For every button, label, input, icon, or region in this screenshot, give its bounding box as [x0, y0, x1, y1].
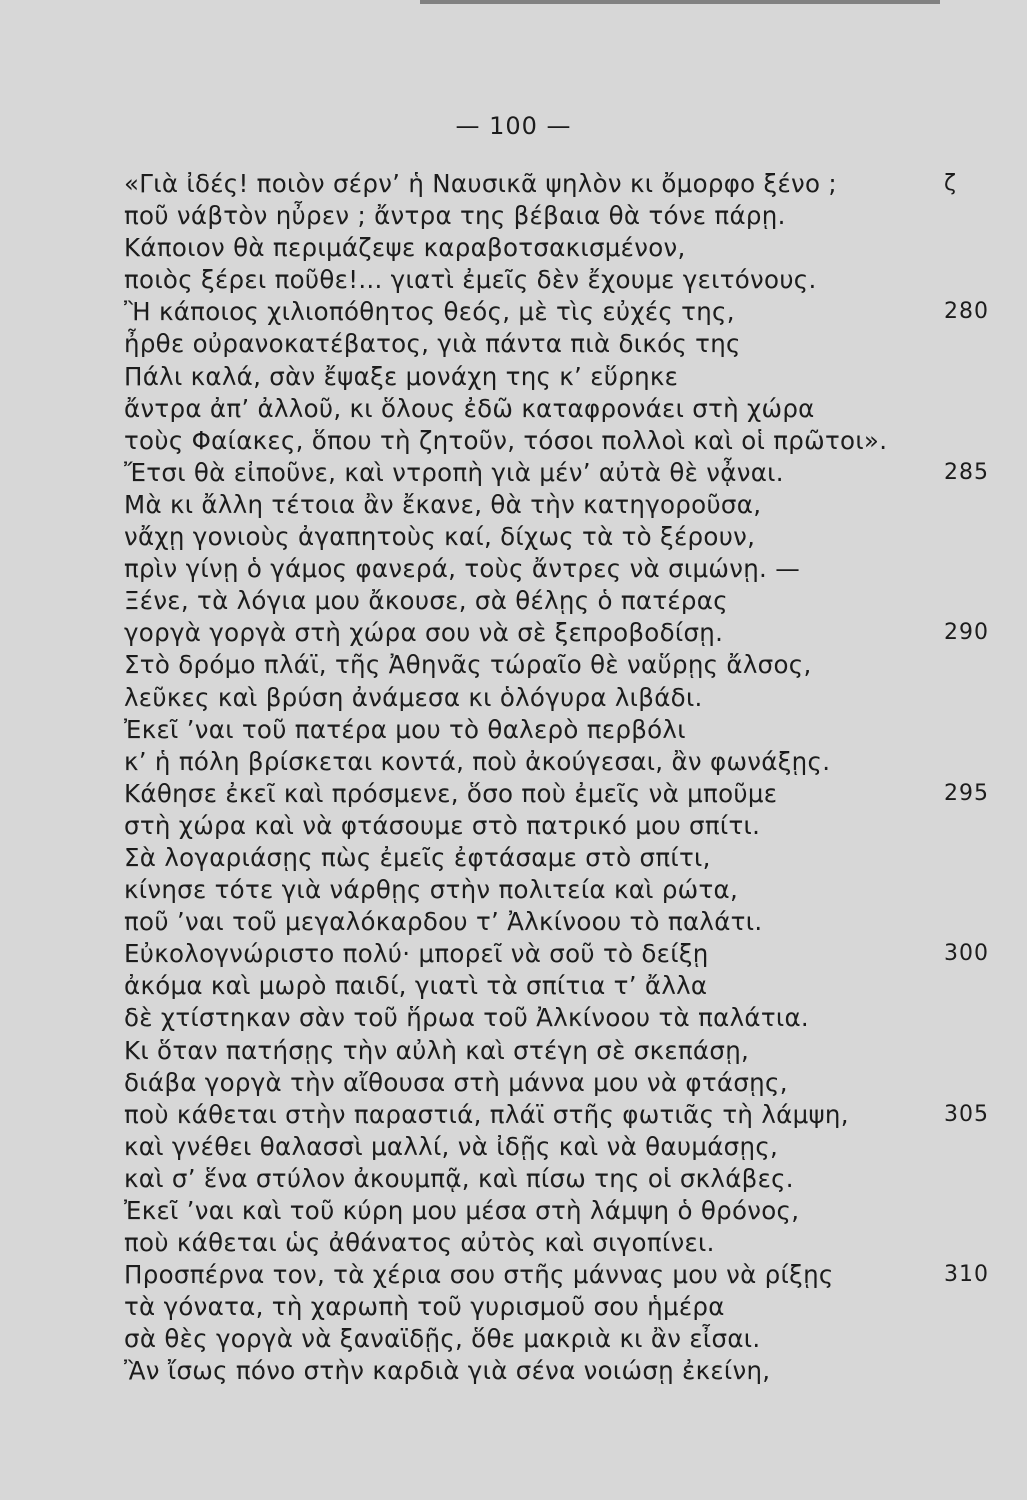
verse-line	[124, 746, 1004, 778]
verse-line	[124, 489, 1004, 521]
verse-text: Κάθησε ἐκεῖ καὶ πρόσμενε, ὅσο ποὺ ἐμεῖς νὰ μποῦμε	[124, 778, 778, 808]
verse-line	[124, 168, 1004, 200]
verse-text: Μὰ κι ἄλλη τέτοια ἂν ἔκανε, θὰ τὴν κατηγοροῦσα,	[124, 489, 762, 519]
verse-line	[124, 553, 1004, 585]
verse-line	[124, 970, 1004, 1002]
line-number: 295	[944, 780, 989, 806]
verse-line	[124, 232, 1004, 264]
verse-text: τὰ γόνατα, τὴ χαρωπὴ τοῦ γυρισμοῦ σου ἡμέρα	[124, 1292, 725, 1322]
verse-text: Στὸ δρόμο πλάϊ, τῆς Ἀθηνᾶς τώραῖο θὲ ναὕρῃς ἄλσος,	[124, 650, 812, 680]
verse-text: ποὺ κάθεται στὴν παραστιά, πλάϊ στῆς φωτιᾶς τὴ λάμψη,	[124, 1099, 849, 1129]
verse-text: πρὶν γίνῃ ὁ γάμος φανερά, τοὺς ἄντρες νὰ σιμώνῃ. —	[124, 554, 801, 584]
verse-line	[124, 874, 1004, 906]
verse-text: ποιὸς ξέρει ποῦθε!... γιατὶ ἐμεῖς δὲν ἔχουμε γειτόνους.	[124, 265, 817, 295]
verse-text: δὲ χτίστηκαν σὰν τοῦ ἥρωα τοῦ Ἀλκίνοου τὰ παλάτια.	[124, 1003, 810, 1033]
verse-text: Πάλι καλά, σὰν ἔψαξε μονάχη της κ’ εὕρηκε	[124, 361, 679, 391]
line-number: 290	[944, 620, 989, 646]
verse-line	[124, 264, 1004, 296]
verse-text: ἄντρα ἀπ’ ἀλλοῦ, κι ὅλους ἐδῶ καταφρονάει στὴ χώρα	[124, 393, 815, 423]
verse-line	[124, 1355, 1004, 1387]
verse-text: σὰ θὲς γοργὰ νὰ ξαναϊδῇς, ὅθε μακριὰ κι ἂν εἶσαι.	[124, 1324, 761, 1354]
verse-line	[124, 361, 1004, 393]
verse-line	[124, 1163, 1004, 1195]
verse-text: Ἐκεῖ ’ναι καὶ τοῦ κύρη μου μέσα στὴ λάμψη ὁ θρόνος,	[124, 1196, 800, 1225]
verse-line	[124, 1227, 1004, 1259]
verse-line	[124, 842, 1004, 874]
line-number: 310	[944, 1262, 989, 1288]
verse-text: γοργὰ γοργὰ στὴ χώρα σου νὰ σὲ ξεπροβοδίσῃ.	[124, 618, 724, 648]
verse-line	[124, 296, 1004, 328]
verse-line	[124, 810, 1004, 842]
verse-text: ποὺ κάθεται ὡς ἀθάνατος αὐτὸς καὶ σιγοπίνει.	[124, 1228, 715, 1258]
verse-line	[124, 714, 1004, 746]
verse-line	[124, 521, 1004, 553]
verse-text: Σὰ λογαριάσῃς πὼς ἐμεῖς ἐφτάσαμε στὸ σπίτι,	[124, 842, 711, 872]
line-number: 300	[944, 941, 989, 967]
verse-line	[124, 328, 1004, 360]
page-top-edge-shadow	[420, 0, 940, 4]
verse-text: λεῦκες καὶ βρύση ἀνάμεσα κι ὁλόγυρα λιβάδι.	[124, 682, 703, 712]
verse-text: Ἐκεῖ ’ναι τοῦ πατέρα μου τὸ θαλερὸ περβόλι	[124, 714, 686, 744]
verse-line	[124, 1131, 1004, 1163]
verse-text: τοὺς Φαίακες, ὅπου τὴ ζητοῦν, τόσοι πολλοὶ καὶ οἱ πρῶτοι».	[124, 425, 888, 455]
verse-text: Κάποιον θὰ περιμάζεψε καραβοτσακισμένον,	[124, 233, 686, 263]
verse-line	[124, 425, 1004, 457]
verse-block	[124, 168, 1004, 1388]
verse-text: καὶ σ’ ἕνα στύλον ἀκουμπᾷ, καὶ πίσω της οἱ σκλάβες.	[124, 1163, 794, 1193]
verse-text: κίνησε τότε γιὰ νάρθῃς στὴν πολιτεία καὶ ρώτα,	[124, 875, 739, 905]
verse-text: Ἔτσι θὰ εἰποῦνε, καὶ ντροπὴ γιὰ μέν’ αὐτὰ θὲ νᾆναι.	[124, 457, 784, 487]
verse-text: ποῦ ’ναι τοῦ μεγαλόκαρδου τ’ Ἀλκίνοου τὸ παλάτι.	[124, 907, 763, 937]
verse-text: κ’ ἡ πόλη βρίσκεται κοντά, ποὺ ἀκούγεσαι, ἂν φωνάξῃς.	[124, 746, 831, 776]
verse-text: διάβα γοργὰ τὴν αἴθουσα στὴ μάννα μου νὰ φτάσῃς,	[124, 1067, 788, 1097]
line-number: 285	[944, 459, 989, 485]
verse-line	[124, 1099, 1004, 1131]
verse-line	[124, 617, 1004, 649]
verse-text: Εὐκολογνώριστο πολύ· μπορεῖ νὰ σοῦ τὸ δείξῃ	[124, 939, 709, 969]
verse-text: καὶ γνέθει θαλασσὶ μαλλί, νὰ ἰδῇς καὶ νὰ θαυμάσῃς,	[124, 1131, 779, 1161]
verse-line	[124, 778, 1004, 810]
verse-text: Ξένε, τὰ λόγια μου ἄκουσε, σὰ θέλῃς ὁ πατέρας	[124, 586, 728, 616]
page-number: — 100 —	[455, 112, 572, 140]
verse-line	[124, 682, 1004, 714]
verse-line	[124, 585, 1004, 617]
verse-line	[124, 1323, 1004, 1355]
verse-line	[124, 1035, 1004, 1067]
line-number: 305	[944, 1101, 989, 1127]
verse-text: στὴ χώρα καὶ νὰ φτάσουμε στὸ πατρικό μου σπίτι.	[124, 810, 761, 840]
verse-line	[124, 649, 1004, 681]
verse-text: ποῦ νάβτὸν ηὖρεν ; ἄντρα της βέβαια θὰ τόνε πάρῃ.	[124, 201, 786, 231]
verse-text: ἀκόμα καὶ μωρὸ παιδί, γιατὶ τὰ σπίτια τ’ ἄλλα	[124, 971, 708, 1001]
verse-text: Ἢ κάποιος χιλιοπόθητος θεός, μὲ τὶς εὐχές της,	[124, 297, 735, 327]
verse-text: Προσπέρνα τον, τὰ χέρια σου στῆς μάννας μου νὰ ρίξῃς	[124, 1260, 834, 1290]
verse-line	[124, 1067, 1004, 1099]
line-number: ζ	[944, 171, 957, 196]
verse-text: ἦρθε οὐρανοκατέβατος, γιὰ πάντα πιὰ δικός της	[124, 329, 741, 359]
verse-line	[124, 200, 1004, 232]
verse-line	[124, 1195, 1004, 1227]
verse-line	[124, 393, 1004, 425]
verse-line	[124, 457, 1004, 489]
verse-line	[124, 938, 1004, 970]
verse-line	[124, 1259, 1004, 1291]
verse-text: Κι ὅταν πατήσῃς τὴν αὐλὴ καὶ στέγη σὲ σκεπάσῃ,	[124, 1035, 750, 1065]
line-number: 280	[944, 299, 989, 325]
verse-line	[124, 906, 1004, 938]
verse-line	[124, 1291, 1004, 1323]
verse-line	[124, 1002, 1004, 1034]
verse-text: νἄχῃ γονιοὺς ἀγαπητοὺς καί, δίχως τὰ τὸ ξέρουν,	[124, 522, 756, 552]
verse-text: Ἂν ἴσως πόνο στὴν καρδιὰ γιὰ σένα νοιώσῃ ἐκείνη,	[124, 1356, 771, 1386]
verse-text: «Γιὰ ἰδές! ποιὸν σέρν’ ἡ Ναυσικᾶ ψηλὸν κι ὄμορφο ξένο ;	[124, 169, 837, 198]
